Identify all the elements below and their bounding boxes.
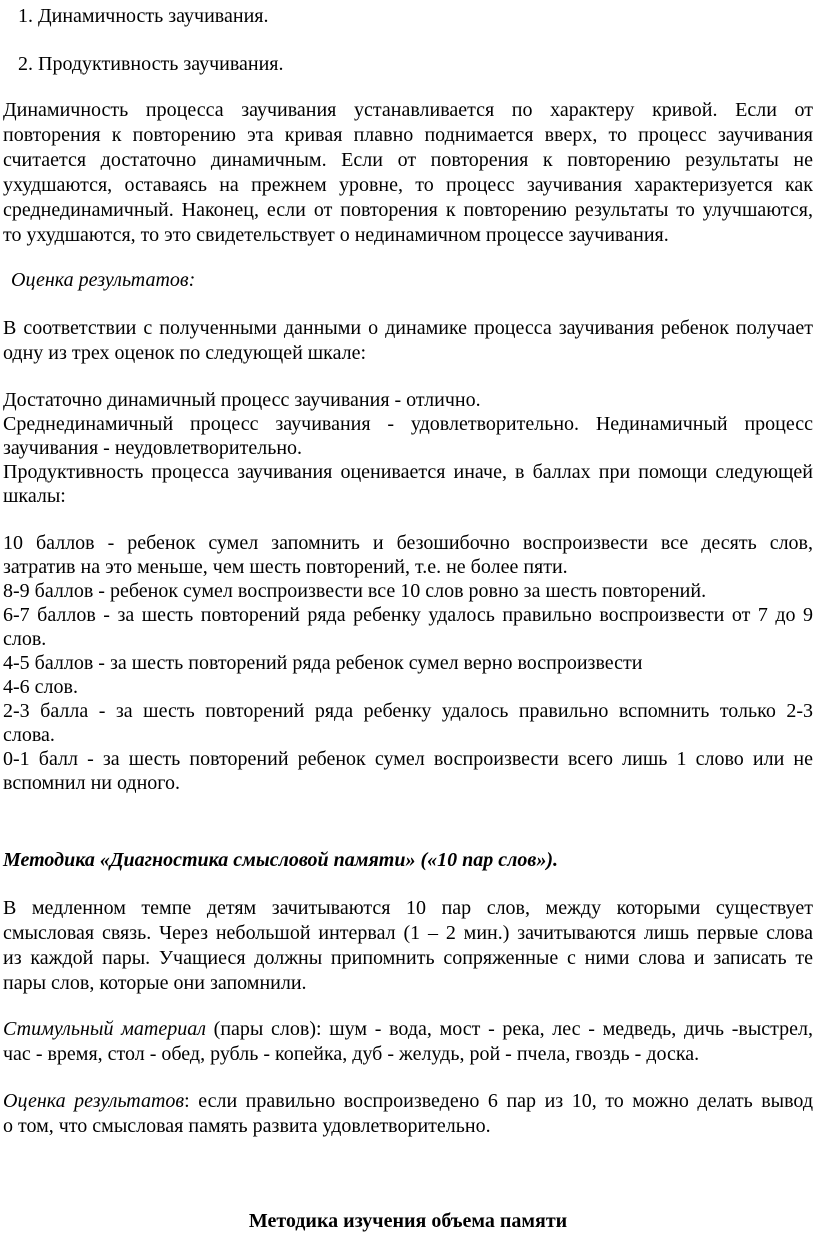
paragraph-line: ухудшаются, оставаясь на прежнем уровне, то процесс заучивания характеризуется как [3, 174, 813, 196]
paragraph-line: Продуктивность процесса заучивания оценивается иначе, в баллах при помощи следующей [3, 461, 813, 483]
scale-line: 2-3 балла - за шесть повторений ряда ребенку удалось правильно вспомнить только 2-3 [3, 700, 813, 722]
paragraph-line: В соответствии с полученными данными о динамике процесса заучивания ребенок получает [3, 317, 813, 339]
results-line: о том, что смысловая память развита удовлетворительно. [3, 1115, 491, 1137]
paragraph-line: то ухудшаются, то это свидетельствует о нединамичном процессе заучивания. [3, 224, 669, 246]
results-text: : если правильно воспроизведено 6 пар из 10, то можно делать вывод [184, 1090, 813, 1112]
method-heading: Методика «Диагностика смысловой памяти» («10 пар слов»). [3, 849, 559, 871]
paragraph-line: Достаточно динамичный процесс заучивания - отлично. [3, 389, 481, 411]
paragraph-line: одну из трех оценок по следующей шкале: [3, 342, 367, 364]
scale-line: 8-9 баллов - ребенок сумел воспроизвести все 10 слов ровно за шесть повторений. [3, 580, 707, 602]
section-heading: Методика изучения объема памяти [248, 1210, 568, 1232]
stimulus-line [3, 1017, 813, 1041]
scale-line: слова. [3, 724, 55, 746]
scale-line: слов. [3, 628, 47, 650]
results-line [3, 1089, 813, 1113]
paragraph-line: заучивания - неудовлетворительно. [3, 437, 303, 459]
paragraph-line: Динамичность процесса заучивания устанавливается по характеру кривой. Если от [3, 99, 813, 121]
stimulus-line: час - время, стол - обед, рубль - копейка, дуб - желудь, рой - пчела, гвоздь - доска. [3, 1043, 700, 1065]
stimulus-label: Стимульный материал [3, 1018, 206, 1040]
evaluation-heading: Оценка результатов: [11, 269, 196, 291]
scale-line: 0-1 балл - за шесть повторений ребенок сумел воспроизвести всего лишь 1 слово или не [3, 748, 813, 770]
list-item-2: 2. Продуктивность заучивания. [18, 53, 284, 75]
paragraph-line: повторения к повторению эта кривая плавно поднимается вверх, то процесс заучивания [3, 124, 813, 146]
scale-line: 6-7 баллов - за шесть повторений ряда ребенку удалось правильно воспроизвести от 7 до 9 [3, 604, 813, 626]
paragraph-line: пары слов, которые они запомнили. [3, 972, 307, 994]
paragraph-line: В медленном темпе детям зачитываются 10 пар слов, между которыми существует [3, 897, 813, 919]
paragraph-line: из каждой пары. Учащиеся должны припомнить сопряженные с ними слова и записать те [3, 947, 813, 969]
list-item-1: 1. Динамичность заучивания. [18, 5, 269, 27]
scale-line: 10 баллов - ребенок сумел запомнить и безошибочно воспроизвести все десять слов, [3, 532, 813, 554]
paragraph-line: шкалы: [3, 485, 66, 507]
paragraph-line: среднединамичный. Наконец, если от повторения к повторению результаты то улучшаются, [3, 199, 813, 221]
scale-line: 4-5 баллов - за шесть повторений ряда ребенок сумел верно воспроизвести [3, 652, 643, 674]
stimulus-text: (пары слов): шум - вода, мост - река, лес - медведь, дичь -выстрел, [205, 1018, 813, 1040]
scale-line: затратив на это меньше, чем шесть повторений, т.е. не более пяти. [3, 556, 568, 578]
paragraph-line: смысловая связь. Через небольшой интервал (1 – 2 мин.) зачитываются лишь первые слова [3, 922, 813, 944]
results-label: Оценка результатов [3, 1090, 185, 1112]
scale-line: вспомнил ни одного. [3, 772, 180, 794]
scale-line: 4-6 слов. [3, 676, 78, 698]
paragraph-line: Среднединамичный процесс заучивания - удовлетворительно. Нединамичный процесс [3, 413, 813, 435]
paragraph-line: считается достаточно динамичным. Если от повторения к повторению результаты не [3, 149, 813, 171]
